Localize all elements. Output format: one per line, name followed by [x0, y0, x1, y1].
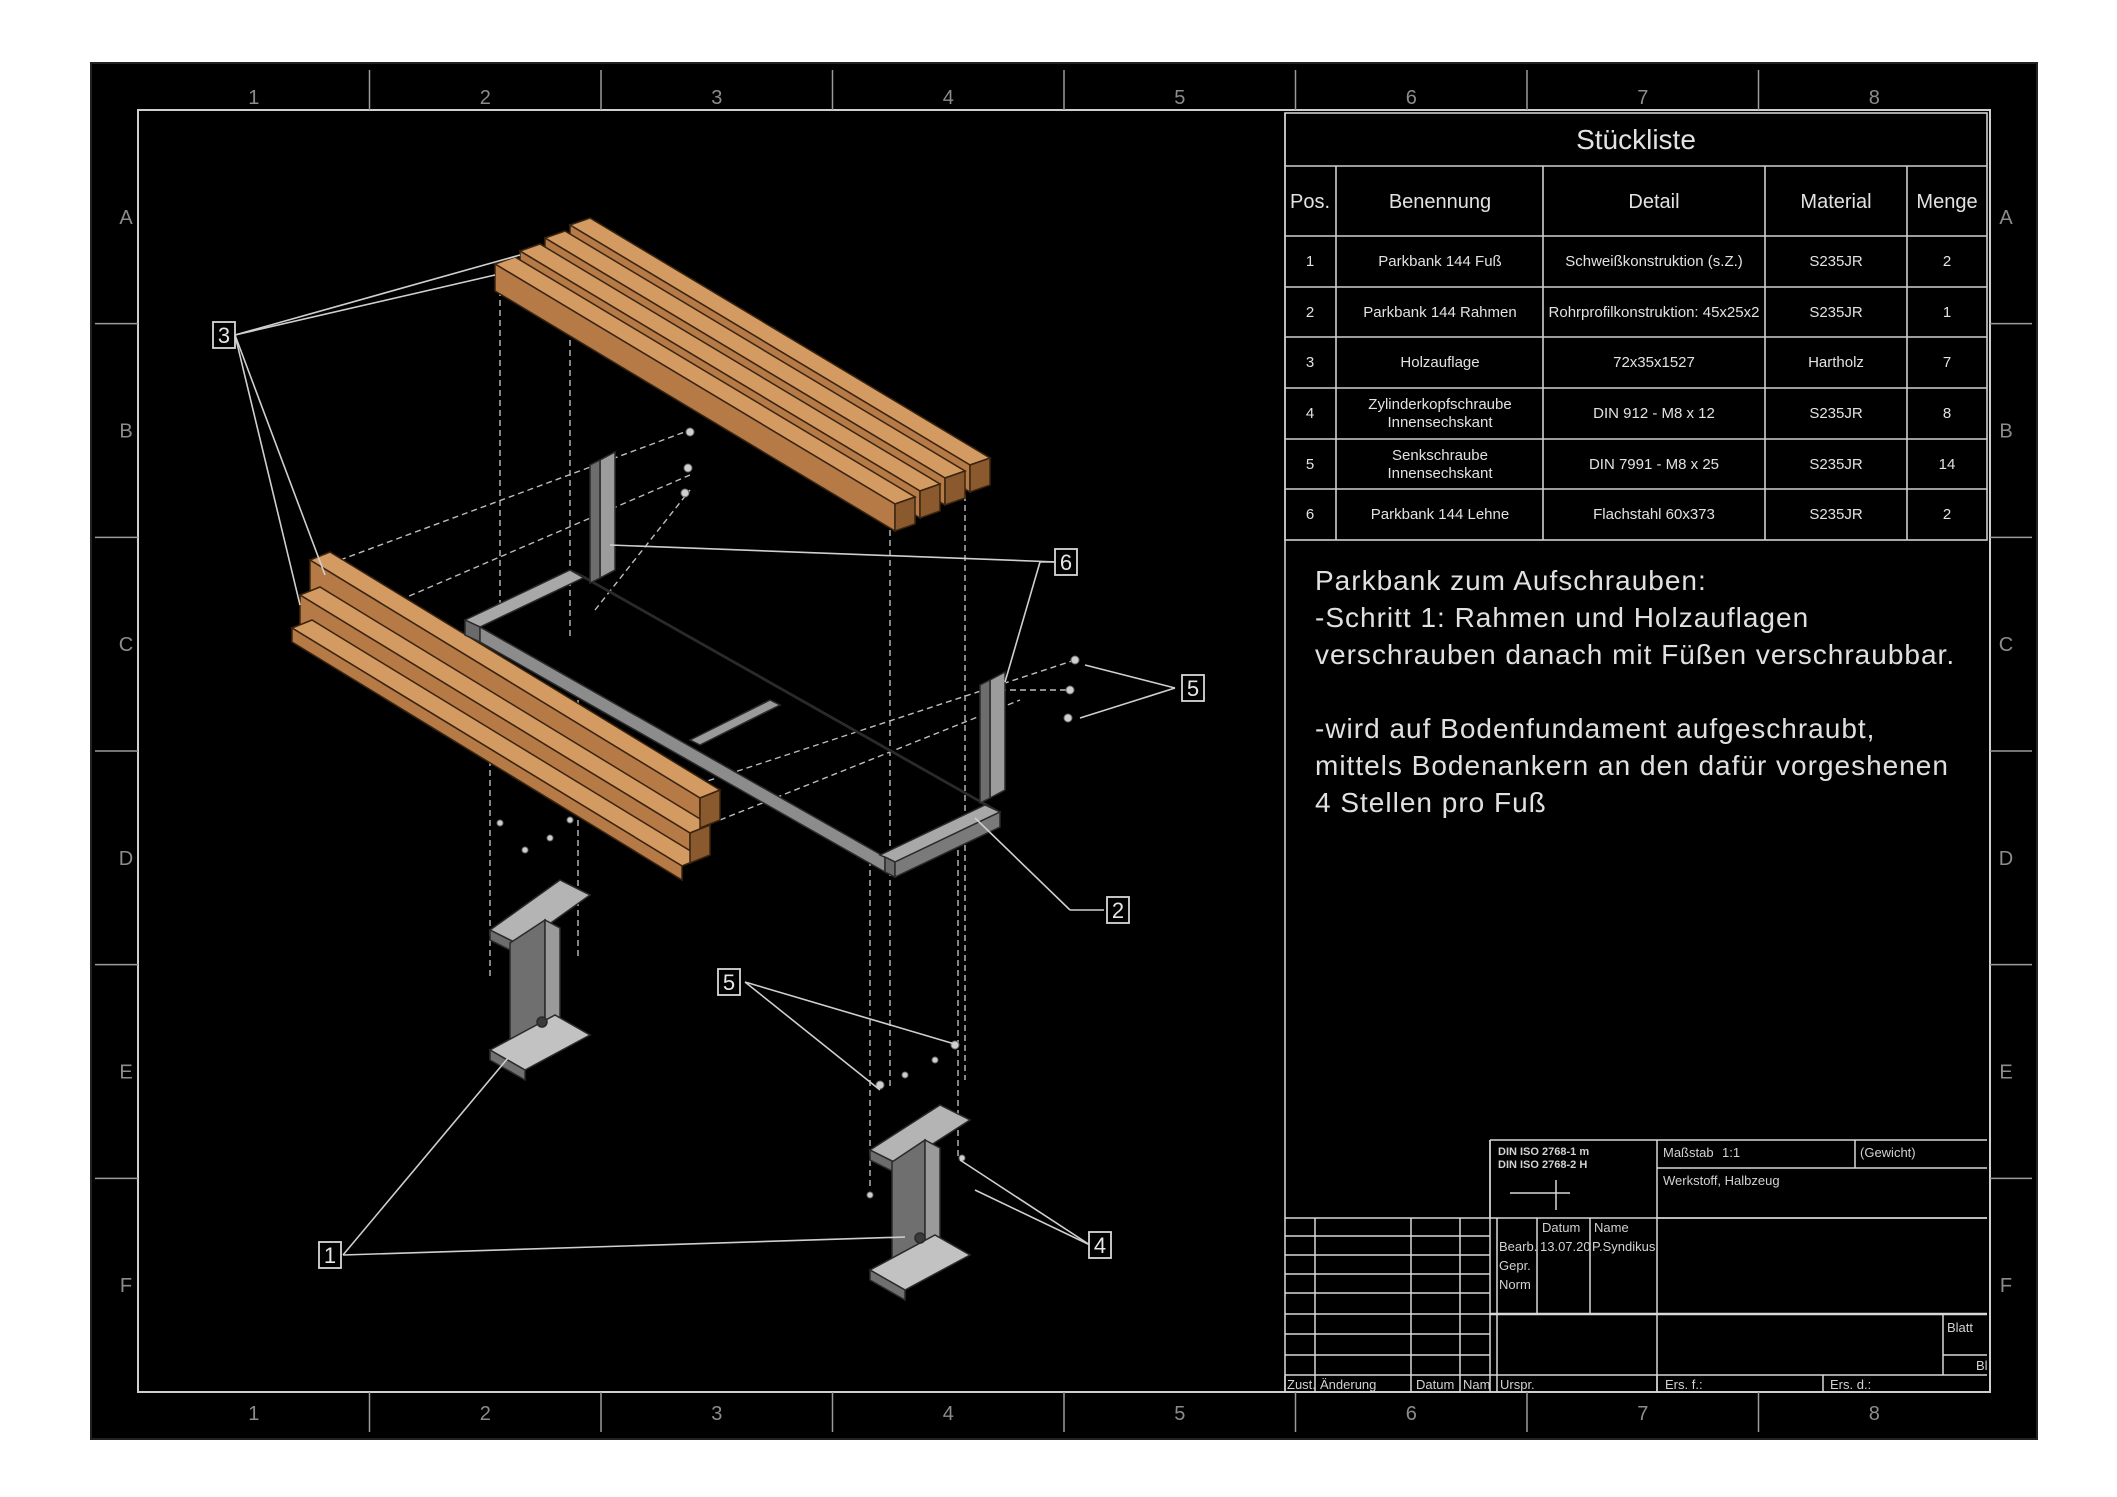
zone-column-3-top: 3 [711, 87, 723, 109]
balloon-number-2: 2 [1111, 898, 1125, 923]
zone-row-E-left: E [119, 1061, 133, 1084]
zone-row-B-left: B [119, 420, 133, 443]
drawn-date: 13.07.20 [1540, 1239, 1591, 1254]
parts-list-row-2-col-2: Rohrprofilkonstruktion: 45x25x2 [1548, 304, 1760, 321]
parts-list-row-2-col-3: S235JR [1809, 304, 1863, 321]
parts-list-row-1-col-3: S235JR [1809, 253, 1863, 270]
parts-list-row-5-col-4: 14 [1938, 456, 1956, 473]
parts-list-row-6-col-2: Flachstahl 60x373 [1593, 506, 1715, 523]
zone-column-6-top: 6 [1405, 87, 1417, 109]
weight-label: (Gewicht) [1860, 1145, 1916, 1160]
zone-column-2-bottom: 2 [479, 1403, 491, 1425]
zone-column-3-bottom: 3 [711, 1403, 723, 1425]
note-line-2: verschrauben danach mit Füßen verschraubbar. [1315, 639, 1956, 670]
revision-status-label: Zust. [1287, 1377, 1316, 1392]
parts-list-row-2-col-0: 2 [1305, 304, 1315, 321]
zone-column-8-top: 8 [1868, 87, 1880, 109]
zone-column-7-top: 7 [1637, 87, 1649, 109]
revision-change-label: Änderung [1320, 1377, 1377, 1392]
zone-row-D-left: D [118, 847, 134, 870]
parts-list-header-1: Benennung [1388, 191, 1492, 213]
parts-list-row-3-col-4: 7 [1942, 354, 1952, 371]
balloon-number-4: 4 [1093, 1233, 1107, 1258]
parts-list-row-5-col-0: 5 [1305, 456, 1315, 473]
revision-name-label: Nam [1463, 1377, 1491, 1392]
zone-row-A-right: A [1999, 206, 2013, 229]
parts-list-row-5-col-2: DIN 7991 - M8 x 25 [1588, 456, 1720, 473]
zone-row-F-right: F [1999, 1275, 2013, 1298]
parts-list-row-2-col-4: 1 [1942, 304, 1952, 321]
revision-date-label: Datum [1416, 1377, 1455, 1392]
balloon-number-5: 5 [722, 970, 736, 995]
zone-column-4-top: 4 [942, 87, 954, 109]
zone-row-E-right: E [1999, 1061, 2013, 1084]
balloon-number-5: 5 [1186, 676, 1200, 701]
parts-list-row-1-col-0: 1 [1305, 253, 1315, 270]
parts-list-row-3-col-0: 3 [1305, 354, 1315, 371]
parts-list-row-3-col-2: 72x35x1527 [1613, 354, 1695, 371]
tolerance-standard-1: DIN ISO 2768-1 m [1498, 1146, 1590, 1158]
zone-column-4-bottom: 4 [942, 1403, 954, 1425]
replaced-by-label: Ers. d.: [1830, 1377, 1872, 1392]
parts-list-header-4: Menge [1916, 191, 1978, 213]
parts-list-header-2: Detail [1628, 191, 1680, 213]
parts-list-row-5-name: Senkschraube [1392, 447, 1488, 464]
parts-list-row-6-col-4: 2 [1942, 506, 1952, 523]
origin-label: Urspr. [1500, 1377, 1535, 1392]
scale-label: Maßstab [1663, 1145, 1714, 1160]
parts-list-row-4-col-3: S235JR [1809, 405, 1863, 422]
zone-column-6-bottom: 6 [1405, 1403, 1417, 1425]
parts-list-row-4-name: Innensechskant [1387, 414, 1493, 431]
zone-row-B-right: B [1999, 420, 2013, 443]
checked-by-label: Gepr. [1499, 1258, 1531, 1273]
replaces-label: Ers. f.: [1665, 1377, 1703, 1392]
zone-column-1-bottom: 1 [248, 1403, 260, 1425]
note-line-1: -Schritt 1: Rahmen und Holzauflagen [1315, 602, 1810, 633]
balloon-number-3: 3 [217, 323, 231, 348]
zone-column-7-bottom: 7 [1637, 1403, 1649, 1425]
zone-row-A-left: A [119, 206, 133, 229]
standard-check-label: Norm [1499, 1277, 1531, 1292]
tolerance-standard-2: DIN ISO 2768-2 H [1498, 1159, 1588, 1171]
parts-list-row-6-col-0: 6 [1305, 506, 1315, 523]
zone-column-2-top: 2 [479, 87, 491, 109]
note-line-5: mittels Bodenankern an den dafür vorgeshenen [1315, 750, 1949, 781]
parts-list-row-5-col-3: S235JR [1809, 456, 1863, 473]
note-line-6: 4 Stellen pro Fuß [1315, 787, 1547, 818]
parts-list-row-3-name: Holzauflage [1400, 354, 1480, 371]
parts-list-row-4-col-2: DIN 912 - M8 x 12 [1593, 405, 1715, 422]
sheet-count-label: Bl [1976, 1358, 1988, 1373]
zone-row-F-left: F [119, 1275, 133, 1298]
note-line-4: -wird auf Bodenfundament aufgeschraubt, [1315, 713, 1876, 744]
zone-row-C-left: C [118, 634, 134, 657]
parts-list-row-1-col-4: 2 [1942, 253, 1952, 270]
material-label: Werkstoff, Halbzeug [1663, 1173, 1780, 1188]
parts-list-row-1-name: Parkbank 144 Fuß [1378, 253, 1502, 270]
name-column-label: Name [1594, 1220, 1629, 1235]
parts-list-row-4-name: Zylinderkopfschraube [1368, 396, 1512, 413]
parts-list-row-5-name: Innensechskant [1387, 465, 1493, 482]
parts-list-row-3-col-3: Hartholz [1808, 354, 1864, 371]
sheet-label: Blatt [1947, 1320, 1974, 1335]
drawn-by-name: P.Syndikus [1592, 1239, 1656, 1254]
parts-list-row-6-col-3: S235JR [1809, 506, 1863, 523]
zone-column-8-bottom: 8 [1868, 1403, 1880, 1425]
parts-list-title: Stückliste [1576, 124, 1696, 155]
zone-row-C-right: C [1998, 634, 2014, 657]
date-column-label: Datum [1542, 1220, 1581, 1235]
scale-value: 1:1 [1722, 1145, 1741, 1160]
parts-list-row-6-name: Parkbank 144 Lehne [1370, 506, 1510, 523]
parts-list-row-2-name: Parkbank 144 Rahmen [1363, 304, 1517, 321]
parts-list-row-4-col-4: 8 [1942, 405, 1952, 422]
zone-row-D-right: D [1998, 847, 2014, 870]
zone-column-5-top: 5 [1174, 87, 1186, 109]
parts-list-header-0: Pos. [1289, 191, 1331, 213]
parts-list-header-3: Material [1800, 191, 1872, 213]
parts-list-row-4-col-0: 4 [1305, 405, 1315, 422]
zone-column-1-top: 1 [248, 87, 260, 109]
balloon-number-6: 6 [1059, 550, 1073, 575]
note-line-0: Parkbank zum Aufschrauben: [1315, 565, 1707, 596]
zone-column-5-bottom: 5 [1174, 1403, 1186, 1425]
drawn-by-label: Bearb. [1499, 1239, 1538, 1254]
balloon-number-1: 1 [323, 1243, 337, 1268]
parts-list-row-1-col-2: Schweißkonstruktion (s.Z.) [1565, 253, 1743, 270]
